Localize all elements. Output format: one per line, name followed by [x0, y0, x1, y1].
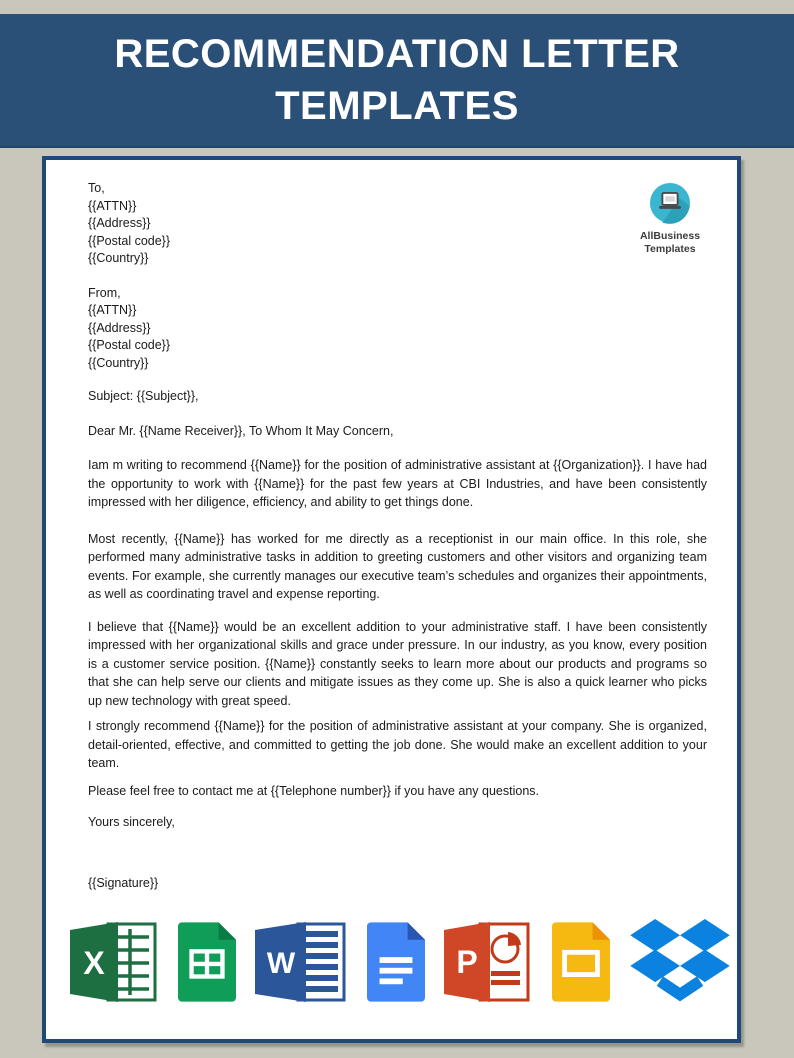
file-format-icons-row	[70, 918, 731, 1006]
from-address: {{Address}}	[88, 320, 151, 335]
contact-line: Please feel free to contact me at {{Telephone number}} if you have any questions.	[88, 783, 539, 798]
microsoft-excel-icon[interactable]	[70, 921, 158, 1003]
allbusiness-templates-logo[interactable]	[627, 182, 713, 255]
logo-text-line2: Templates	[644, 242, 696, 255]
body-paragraph-1: Iam m writing to recommend {{Name}} for the position of administrative assistant at {{Organization}}. I have had the opportunity to work with {{Name}} for the past few years at CBI Industries, and have been consistently impressed with her diligence, efficiency, and ability to get things done.	[88, 458, 707, 509]
body-paragraph-4: I strongly recommend {{Name}} for the position of administrative assistant at your company. She is organized, detail-oriented, effective, and committed to getting the job done. She would make an excellent addition to your team.	[88, 719, 707, 770]
from-label: From,	[88, 285, 121, 300]
to-country: {{Country}}	[88, 251, 149, 265]
to-label: To,	[88, 181, 105, 195]
google-sheets-icon[interactable]	[178, 922, 236, 1002]
svg-text:W: W	[266, 947, 296, 980]
laptop-logo-icon	[649, 182, 691, 224]
page-title-line2: TEMPLATES	[275, 84, 519, 128]
microsoft-word-icon[interactable]	[255, 921, 347, 1003]
signature-placeholder: {{Signature}}	[88, 875, 159, 890]
closing-line: Yours sincerely,	[88, 815, 175, 829]
salutation-line: Dear Mr. {{Name Receiver}}, To Whom It May Concern,	[88, 423, 394, 438]
subject-line: Subject: {{Subject}},	[88, 389, 199, 403]
svg-text:P: P	[456, 944, 478, 980]
to-address: {{Address}}	[88, 216, 151, 230]
to-attn: {{ATTN}}	[88, 198, 137, 213]
from-postal-code: {{Postal code}}	[88, 338, 171, 352]
recipient-address-block	[88, 180, 707, 268]
body-paragraph-3: I believe that {{Name}} would be an excellent addition to your administrative staff. I have been consistently impressed with her organizational skills and grace under pressure. In our industry, as you know, every position is a customer service position. {{Name}} constantly seeks to learn more about our products and programs so that she can help serve our clients and mitigate issues as they come up. She is also a quick learner who picks up new technology with great speed.	[88, 619, 707, 708]
from-attn: {{ATTN}}	[88, 303, 137, 317]
svg-text:X: X	[83, 945, 105, 981]
header-banner	[0, 14, 794, 148]
microsoft-powerpoint-icon[interactable]	[444, 921, 532, 1003]
page-title-line1: RECOMMENDATION LETTER	[114, 32, 680, 76]
body-paragraph-2: Most recently, {{Name}} has worked for me directly as a receptionist in our main office. In this role, she performed many administrative tasks in addition to greeting customers and other visitors and organizing team events. For example, she currently manages our executive team’s schedules and organizes their appointments, as well as coordinating travel and expense reporting.	[88, 531, 707, 601]
logo-text-line1: AllBusiness	[639, 230, 701, 242]
letter-page	[42, 156, 741, 1043]
dropbox-icon[interactable]	[629, 918, 731, 1006]
sender-address-block	[88, 285, 707, 373]
to-postal-code: {{Postal code}}	[88, 233, 171, 248]
google-docs-icon[interactable]	[367, 922, 425, 1002]
from-country: {{Country}}	[88, 355, 149, 370]
google-slides-icon[interactable]	[552, 922, 610, 1002]
